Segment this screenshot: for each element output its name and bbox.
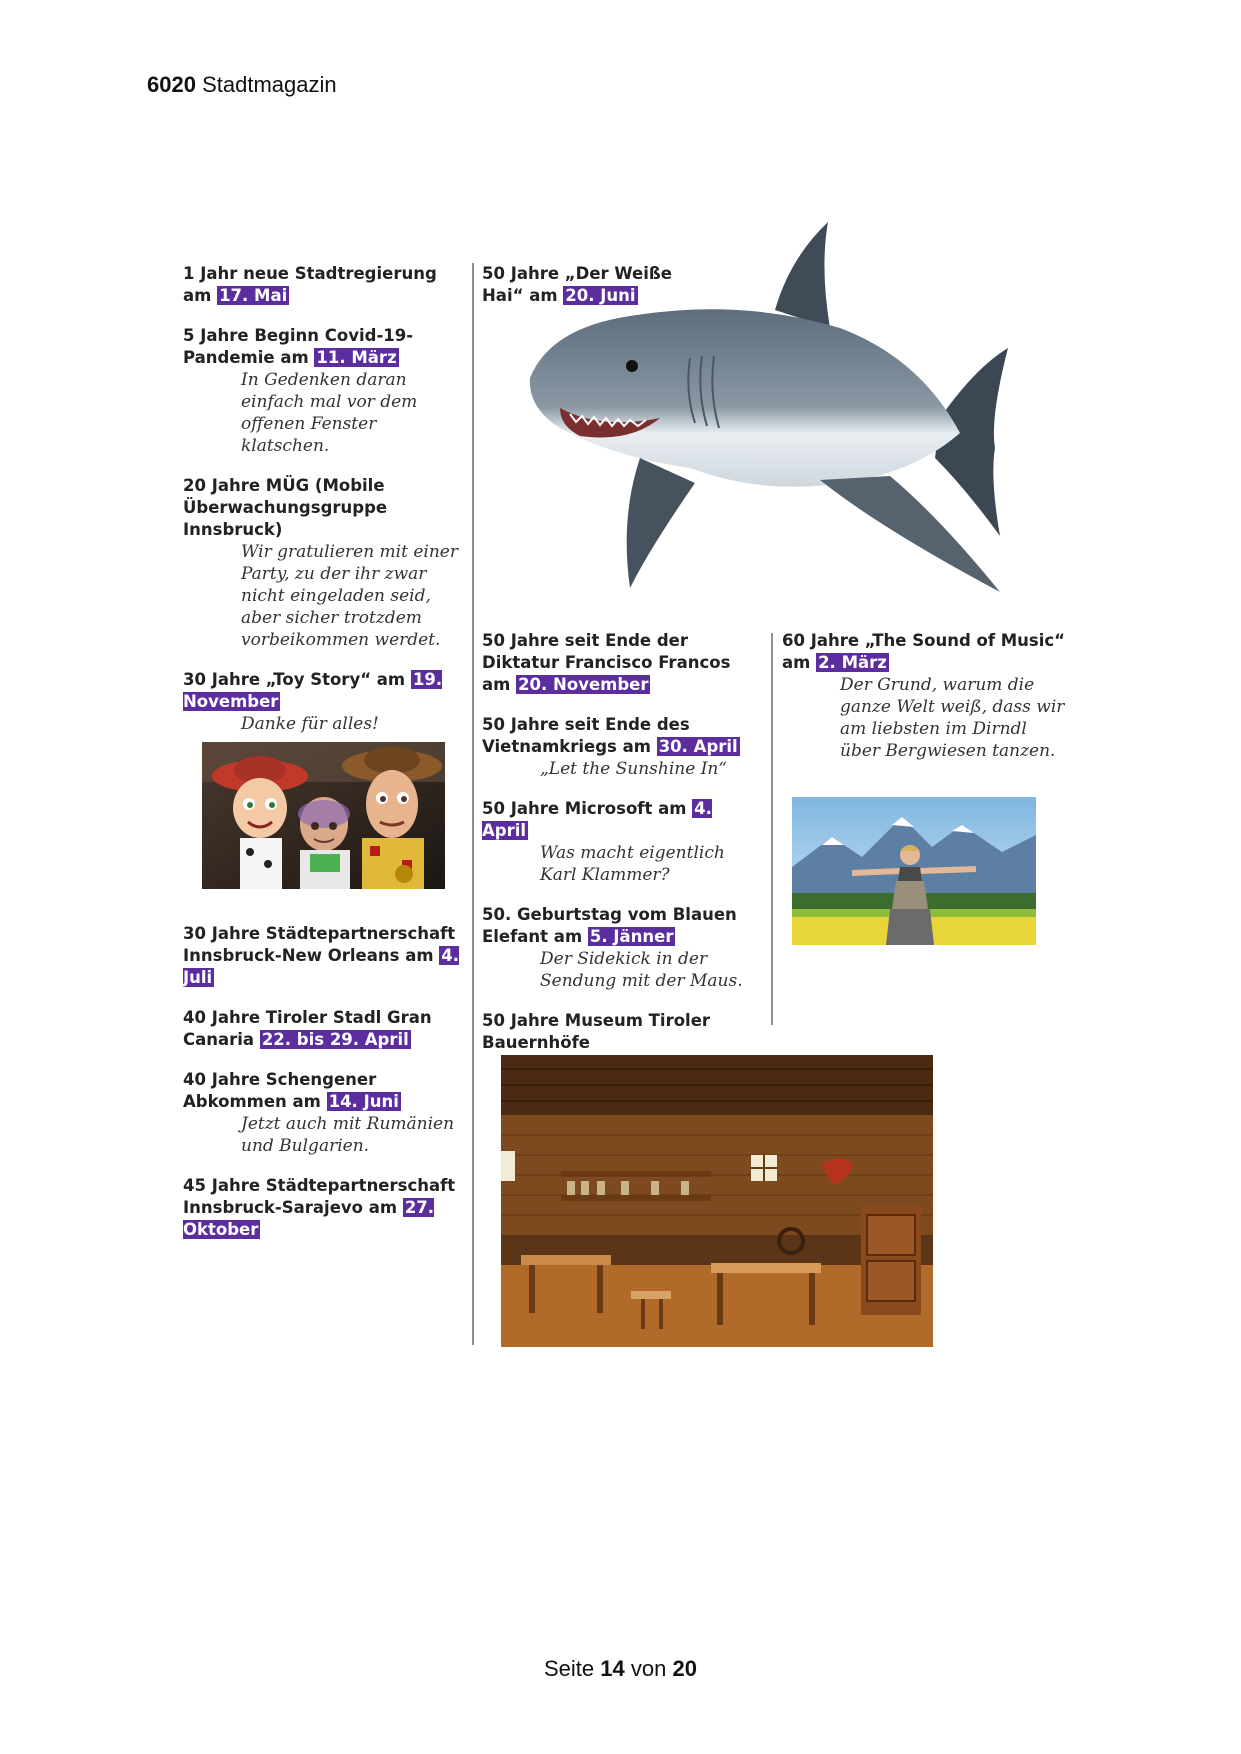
date-highlight: 14. Juni [328, 1092, 399, 1111]
entry-title: 40 Jahre Tiroler Stadl Gran Canaria [183, 1008, 432, 1049]
entry-title: 50 Jahre „Der Weiße Hai“ am [482, 264, 672, 305]
entry-note: Danke für alles! [241, 714, 379, 734]
entry-title: 45 Jahre Städtepartnerschaft Innsbruck-Sarajevo am [183, 1176, 456, 1217]
entry-title: 50 Jahre Microsoft am [482, 799, 687, 818]
entry-title: 60 Jahre „The Sound of Music“ am [782, 631, 1066, 672]
entry-title: 50 Jahre seit Ende der Diktatur Francisco Francos am [482, 631, 731, 694]
entry [183, 475, 468, 651]
entry-note: „Let the Sunshine In“ [540, 759, 728, 779]
entry-note: Jetzt auch mit Rumänien und Bulgarien. [241, 1114, 455, 1156]
page-header [147, 72, 337, 98]
entry [482, 714, 762, 780]
date-highlight: 17. Mai [219, 286, 288, 305]
date-highlight: 4. April [482, 799, 712, 840]
date-highlight: 20. Juni [565, 286, 636, 305]
footer-page-number: 14 [600, 1656, 625, 1681]
entry [482, 630, 762, 696]
entry [183, 325, 468, 457]
entry [183, 1007, 468, 1051]
entry-note: Was macht eigentlich Karl Klammer? [540, 843, 725, 885]
entry [183, 1069, 468, 1157]
entry [482, 1010, 762, 1054]
date-highlight: 4. Juli [183, 946, 460, 987]
entry-note: Wir gratulieren mit einer Party, zu der ihr zwar nicht eingeladen seid, aber sicher trotzdem vorbeikommen werdet. [241, 542, 458, 650]
footer-mid: von [630, 1656, 667, 1681]
entry-title: 5 Jahre Beginn Covid-19-Pandemie am [183, 326, 414, 367]
date-highlight: 19. November [183, 670, 443, 711]
entry-title: 40 Jahre Schengener Abkommen am [183, 1070, 377, 1111]
column-rule-left [472, 263, 474, 1345]
date-highlight: 22. bis 29. April [261, 1030, 409, 1049]
column-left-lower [183, 923, 468, 1241]
date-highlight: 11. März [316, 348, 397, 367]
entry [183, 923, 468, 989]
date-highlight: 20. November [518, 675, 649, 694]
column-rule-right [771, 633, 773, 1025]
entry [183, 263, 468, 307]
entry-note: Der Sidekick in der Sendung mit der Maus. [540, 949, 743, 991]
toy-story-image [202, 742, 445, 889]
sound-of-music-image [792, 797, 1036, 945]
footer-page-total: 20 [672, 1656, 697, 1681]
entry [183, 669, 468, 735]
entry-note: Der Grund, warum die ganze Welt weiß, dass wir am liebsten im Dirndl über Bergwiesen tanzen. [840, 675, 1065, 761]
column-right [782, 630, 1067, 762]
entry [482, 904, 762, 992]
entry-title: 30 Jahre Städtepartnerschaft Innsbruck-New Orleans am [183, 924, 456, 965]
entry-title: 50 Jahre Museum Tiroler Bauernhöfe [482, 1011, 711, 1052]
entry [183, 1175, 468, 1241]
footer-prefix: Seite [544, 1656, 595, 1681]
page-footer [0, 1656, 1241, 1682]
brand-number: 6020 [147, 72, 196, 97]
museum-workshop-image [501, 1055, 933, 1347]
entry-title: 1 Jahr neue Stadtregierung am [183, 264, 437, 305]
entry-title: 30 Jahre „Toy Story“ am [183, 670, 406, 689]
entry-title: 20 Jahre MÜG (Mobile Überwachungsgruppe Innsbruck) [183, 476, 388, 539]
shark-image [520, 218, 1020, 600]
column-left [183, 263, 468, 735]
entry [782, 630, 1067, 762]
entry-title: 50 Jahre seit Ende des Vietnamkriegs am [482, 715, 690, 756]
brand-name: Stadtmagazin [202, 72, 337, 97]
date-highlight: 5. Jänner [589, 927, 674, 946]
date-highlight: 30. April [658, 737, 738, 756]
column-middle [482, 630, 762, 1054]
entry-title: 50. Geburtstag vom Blauen Elefant am [482, 905, 737, 946]
entry-note: In Gedenken daran einfach mal vor dem offenen Fenster klatschen. [241, 370, 418, 456]
date-highlight: 2. März [818, 653, 887, 672]
date-highlight: 27. Oktober [183, 1198, 435, 1239]
entry [482, 798, 762, 886]
